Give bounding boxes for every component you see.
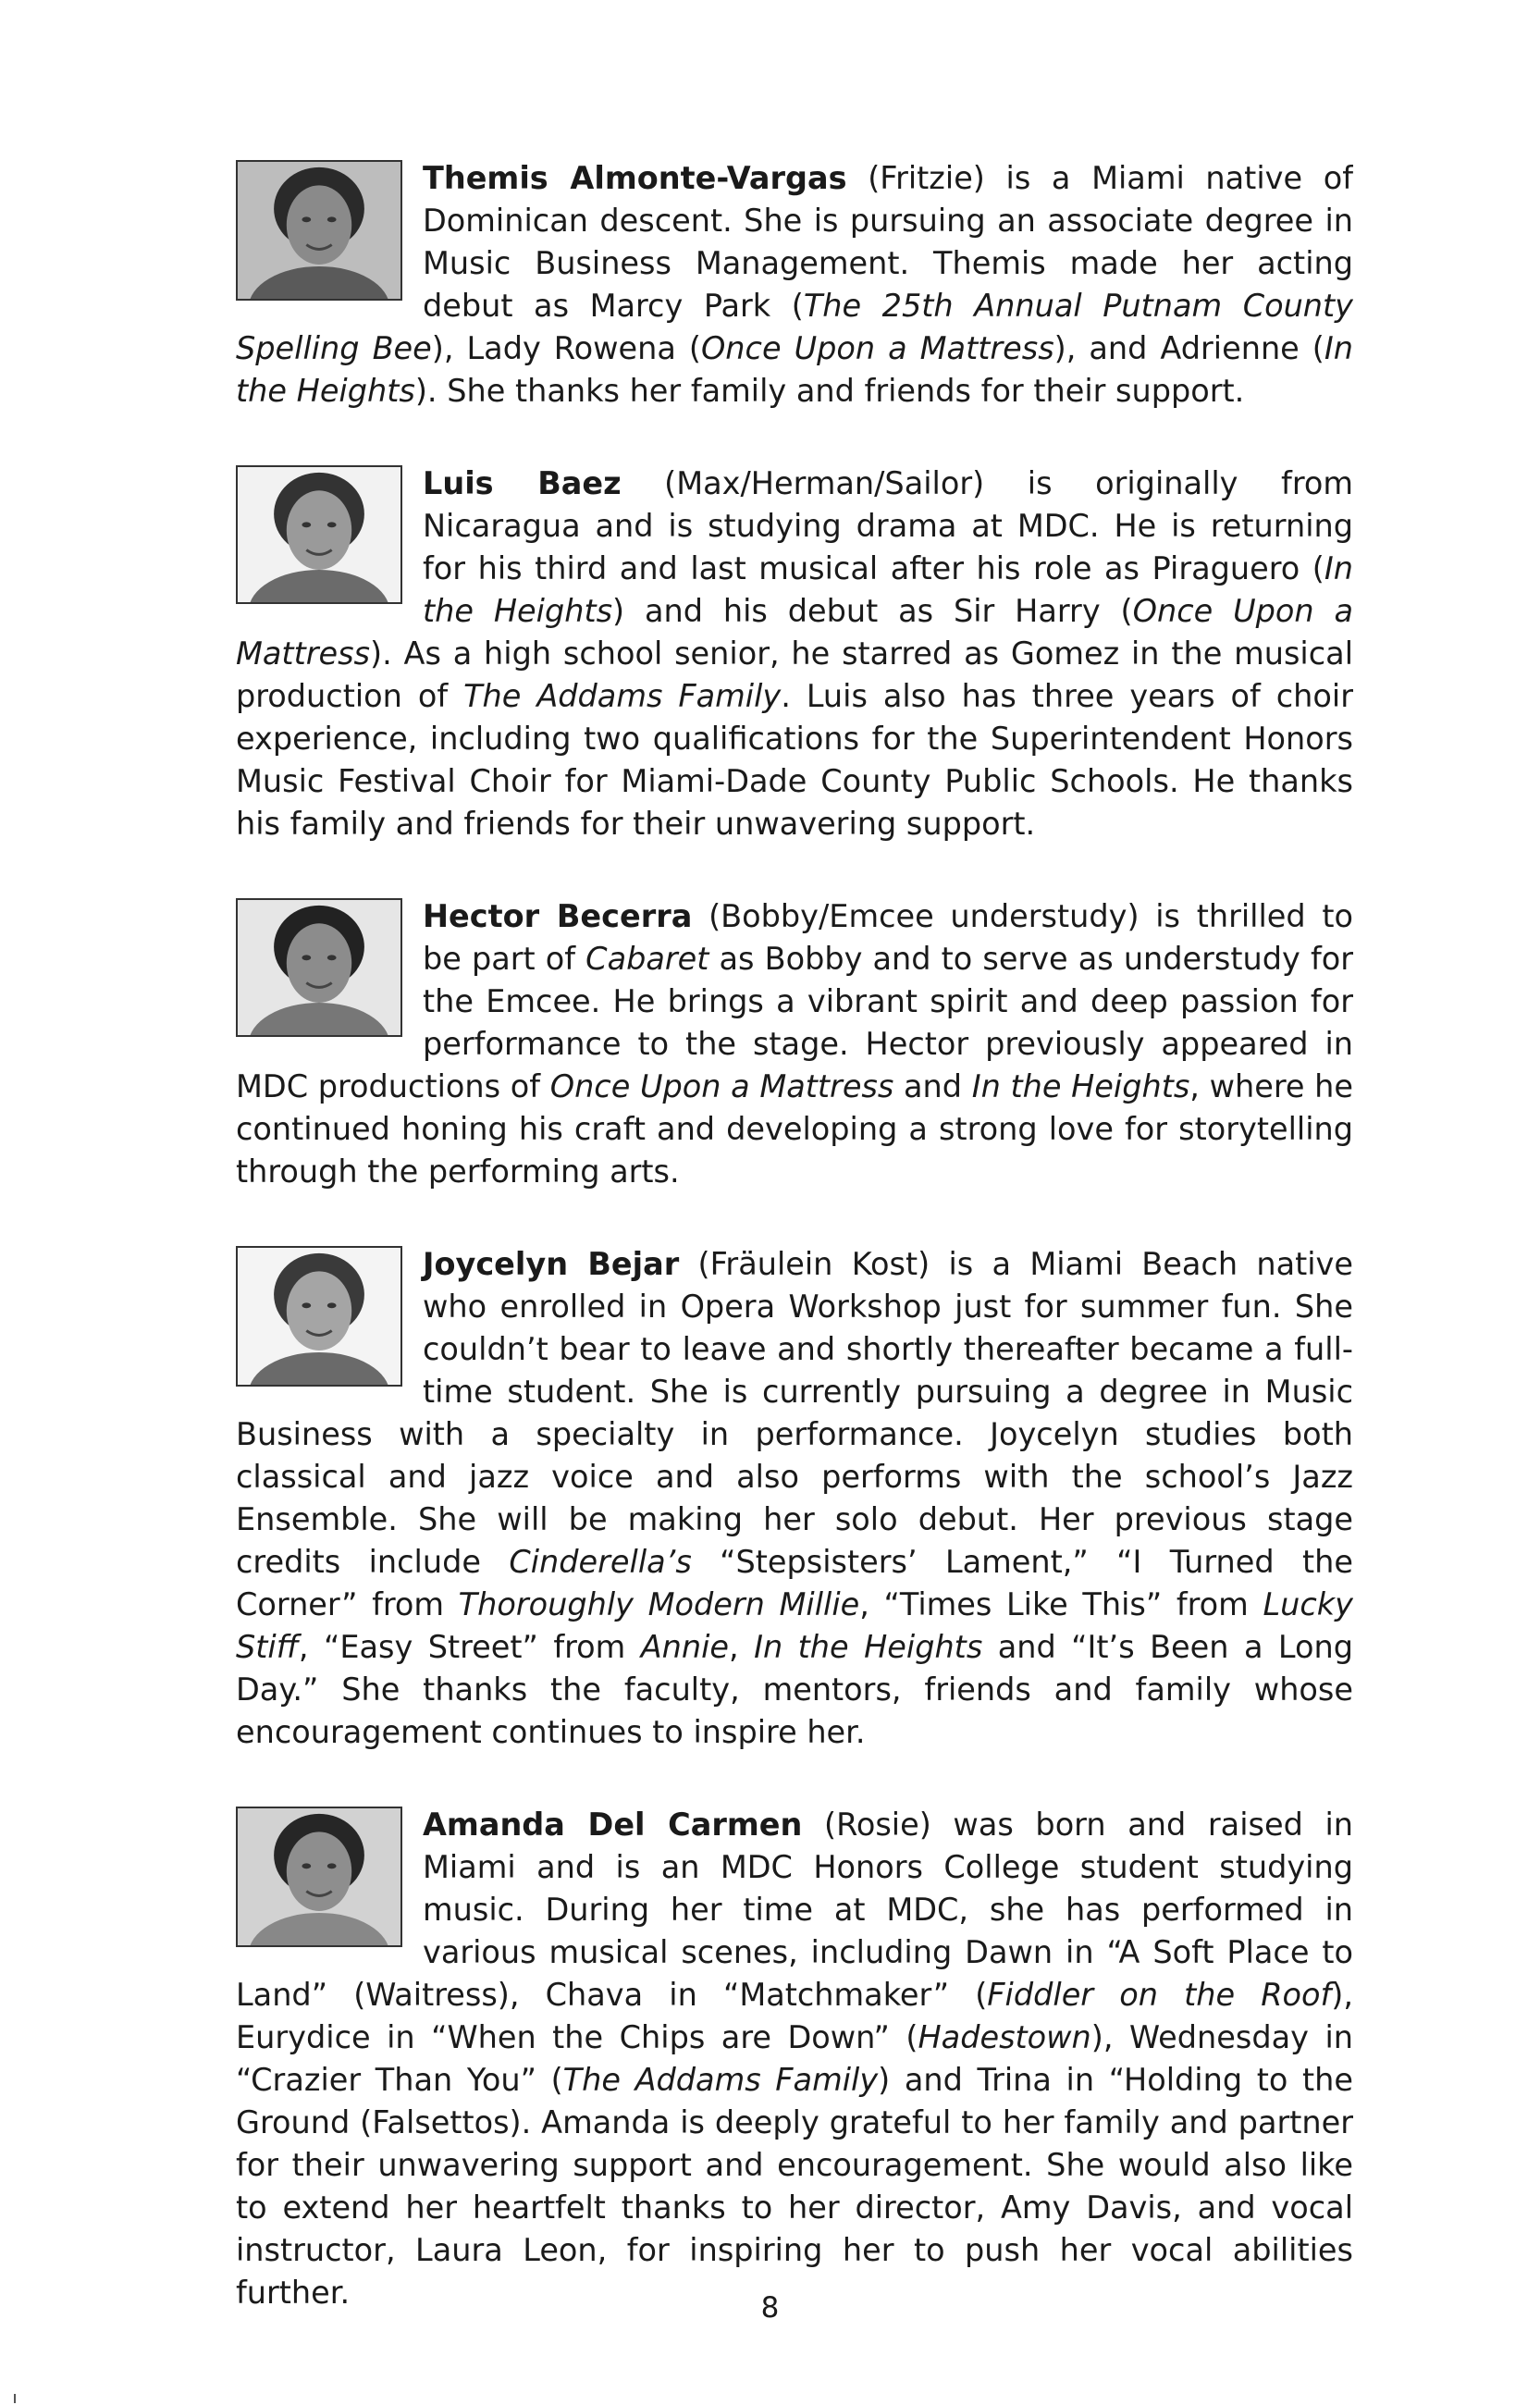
work-title: Cabaret: [585, 941, 709, 977]
bio-text: (Bobby/Emcee understudy) is thrilled to be part of: [423, 898, 1353, 977]
bio-text: ) and his debut as Sir Harry (: [612, 593, 1133, 629]
work-title: Lucky Stiff: [236, 1586, 1353, 1665]
performer-name: Joycelyn Bejar: [423, 1246, 680, 1282]
work-title: In the Heights: [236, 330, 1353, 409]
work-title: Cinderella’s: [509, 1544, 692, 1580]
bio-text: , “Times Like This” from: [859, 1586, 1263, 1622]
bio-text: ). She thanks her family and friends for their support.: [414, 373, 1245, 409]
bio-text: (Max/Herman/Sailor) is originally from Nicaragua and is studying drama at MDC. He is returning for his third and last musical after his role as Piraguero (: [423, 465, 1353, 586]
performer-name: Luis Baez: [423, 465, 622, 501]
bio-text: (Rosie) was born and raised in Miami and is an MDC Honors College student studying music. During her time at MDC, she has performed in various musical scenes, including Dawn in “A Soft Place to Land” (Waitress), Chava in “Matchmaker” (: [236, 1807, 1353, 2013]
bio-text: ), Wednesday in “Crazier Than You” (: [236, 2019, 1353, 2098]
headshot-photo: [236, 898, 402, 1037]
work-title: In the Heights: [754, 1629, 983, 1665]
headshot-photo: [236, 1246, 402, 1387]
crop-mark: [14, 2394, 16, 2403]
bio-text: and “It’s Been a Long Day.” She thanks the faculty, mentors, friends and family whose encouragement continues to inspire her.: [236, 1629, 1353, 1750]
bio-entry: [236, 462, 1353, 845]
headshot-photo: [236, 465, 402, 604]
bio-text: (Fräulein Kost) is a Miami Beach native who enrolled in Opera Workshop just for summer fun. She couldn’t bear to leave and shortly thereafter became a full-time student. She is currently pursuing a degree in Music Business with a specialty in performance. Joycelyn studies both classical and jazz voice and also performs with the school’s Jazz Ensemble. She will be making her solo debut. Her previous stage credits include: [236, 1246, 1353, 1580]
bio-entry: [236, 1243, 1353, 1754]
bio-entry: [236, 1804, 1353, 2314]
headshot-photo: [236, 160, 402, 301]
performer-name: Hector Becerra: [423, 898, 693, 934]
bio-text: ), Eurydice in “When the Chips are Down” (: [236, 1977, 1353, 2055]
page-number: 8: [760, 2291, 780, 2325]
bio-text: and: [893, 1068, 972, 1104]
work-title: The Addams Family: [562, 2062, 879, 2098]
work-title: Once Upon a Mattress: [236, 593, 1353, 672]
bio-text: ) and Trina in “Holding to the Ground (Falsettos). Amanda is deeply grateful to her family and partner for their unwavering support and encouragement. She would also like to extend her heartfelt thanks to her director, Amy Davis, and vocal instructor, Laura Leon, for inspiring her to push her vocal abilities further.: [236, 2062, 1353, 2311]
work-title: Thoroughly Modern Millie: [458, 1586, 860, 1622]
bio-entry: [236, 895, 1353, 1193]
bio-text: ). As a high school senior, he starred as Gomez in the musical production of: [236, 635, 1353, 714]
work-title: The 25th Annual Putnam County Spelling Bee: [236, 288, 1353, 366]
bio-text: ,: [729, 1629, 755, 1665]
work-title: The Addams Family: [463, 678, 782, 714]
bio-column: [236, 157, 1353, 2364]
bio-entry: [236, 157, 1353, 413]
work-title: In the Heights: [423, 550, 1353, 629]
bio-text: ), Lady Rowena (: [431, 330, 701, 366]
bio-text: . Luis also has three years of choir experience, including two qualifications for the Superintendent Honors Music Festival Choir for Miami-Dade County Public Schools. He thanks his family and friends for their unwavering support.: [236, 678, 1353, 842]
bio-text: “Stepsisters’ Lament,” “I Turned the Corner” from: [236, 1544, 1353, 1622]
work-title: Hadestown: [918, 2019, 1091, 2055]
bio-text: (Fritzie) is a Miami native of Dominican descent. She is pursuing an associate degree in Music Business Management. Themis made her acting debut as Marcy Park (: [423, 160, 1353, 324]
bio-text: , “Easy Street” from: [298, 1629, 641, 1665]
work-title: Annie: [640, 1629, 730, 1665]
work-title: In the Heights: [971, 1068, 1190, 1104]
headshot-photo: [236, 1807, 402, 1947]
performer-name: Amanda Del Carmen: [423, 1807, 803, 1843]
bio-text: , where he continued honing his craft and developing a strong love for storytelling through the performing arts.: [236, 1068, 1353, 1190]
bio-text: as Bobby and to serve as understudy for the Emcee. He brings a vibrant spirit and deep passion for performance to the stage. Hector previously appeared in MDC productions of: [236, 941, 1353, 1104]
work-title: Once Upon a Mattress: [549, 1068, 894, 1104]
work-title: Fiddler on the Roof: [987, 1977, 1332, 2013]
bio-text: ), and Adrienne (: [1053, 330, 1324, 366]
performer-name: Themis Almonte-Vargas: [423, 160, 847, 196]
work-title: Once Upon a Mattress: [700, 330, 1054, 366]
